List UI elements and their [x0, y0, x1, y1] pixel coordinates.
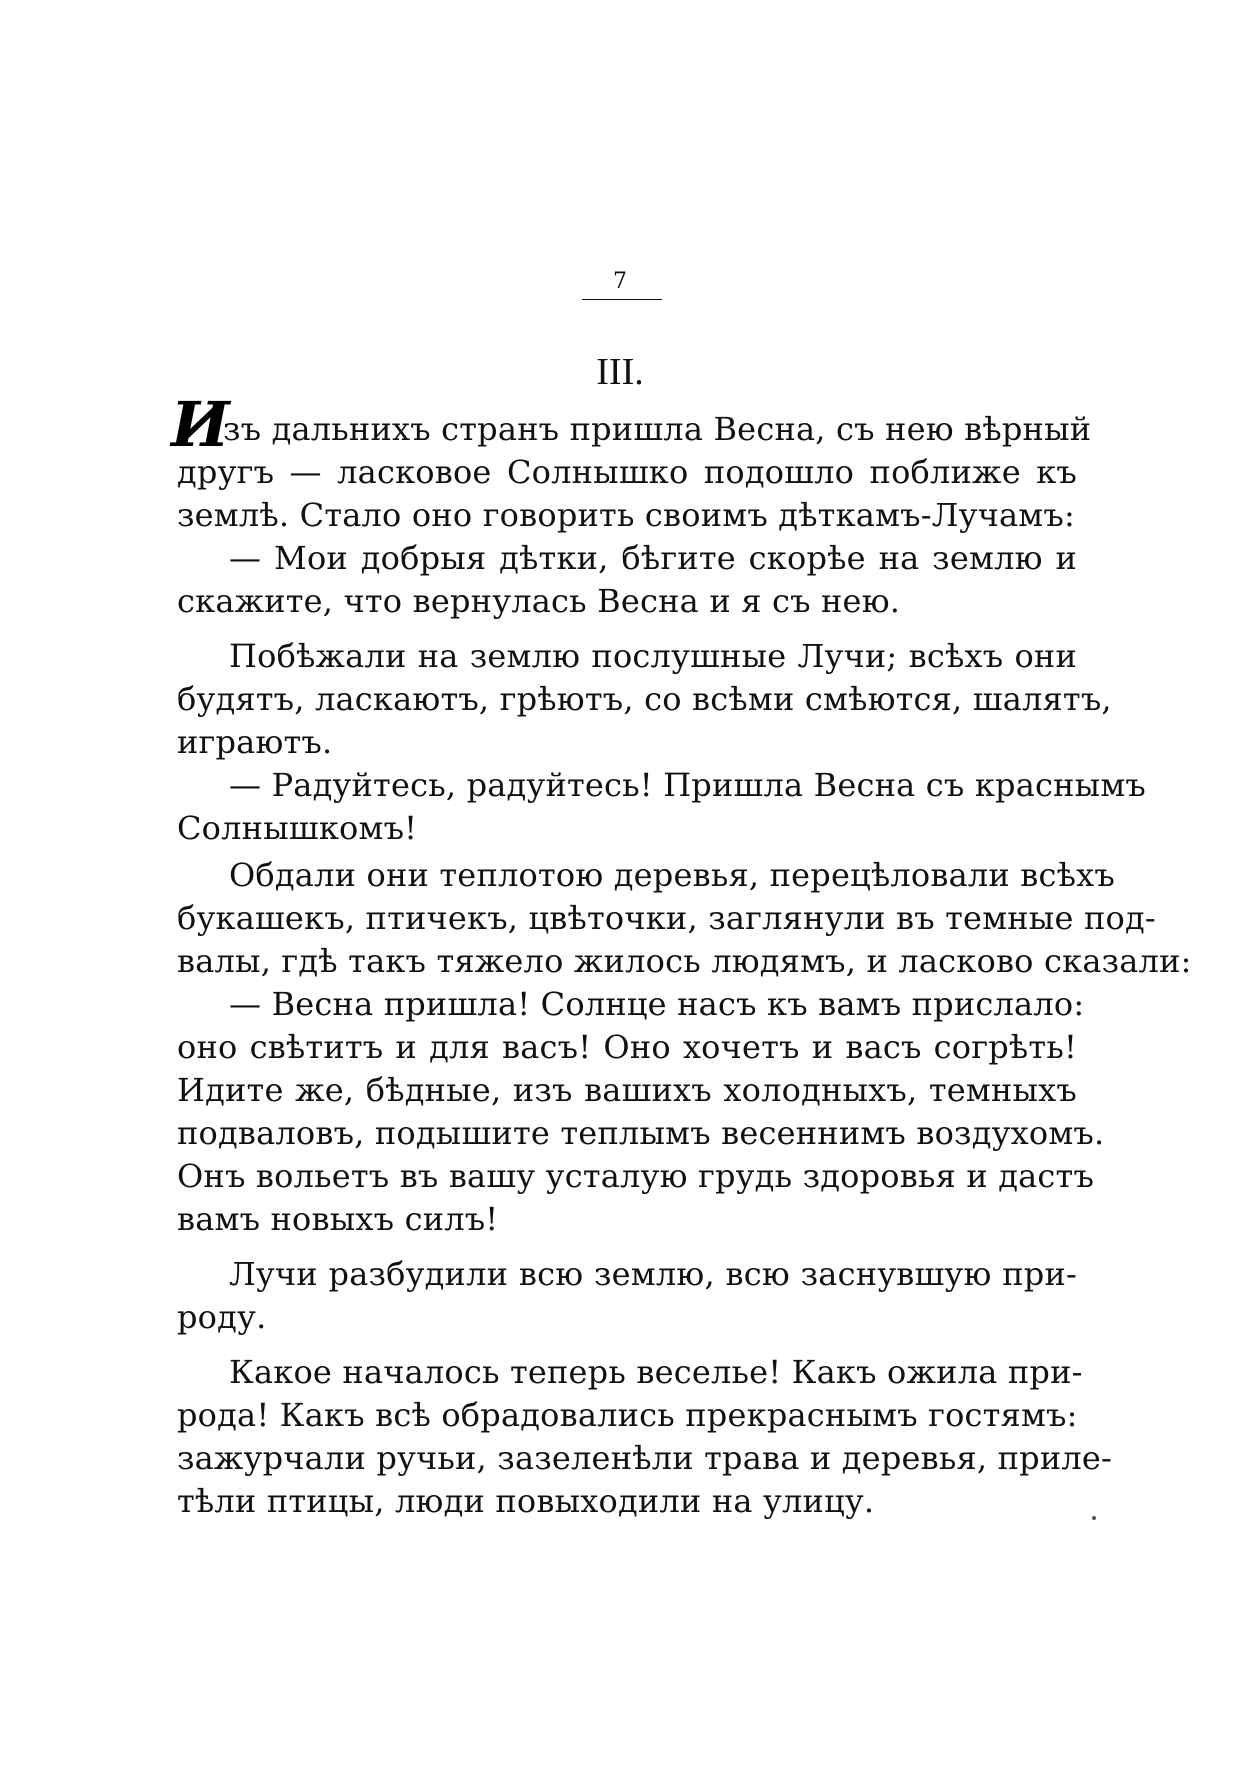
text-line-16: Идите же, бѣдные, изъ вашихъ холодныхъ, темныхъ — [177, 1071, 1077, 1109]
text-line-13: валы, гдѣ такъ тяжело жилось людямъ, и ласково сказали: — [177, 942, 1192, 980]
text-line-23: рода! Какъ всѣ обрадовались прекраснымъ гостямъ: — [177, 1396, 1078, 1434]
text-line-1 — [171, 388, 1092, 461]
text-line-5: скажите, что вернулась Весна и я съ нею. — [177, 582, 901, 620]
text-line-9: — Радуйтесь, радуйтесь! Пришла Весна съ краснымъ — [229, 766, 1146, 804]
text-line-6: Побѣжали на землю послушные Лучи; всѣхъ они — [229, 637, 1077, 675]
text-line-15: оно свѣтитъ и для васъ! Оно хочетъ и васъ согрѣть! — [177, 1028, 1077, 1066]
text-line-25: тѣли птицы, люди повыходили на улицу. — [177, 1482, 875, 1520]
text-line-14: — Весна пришла! Солнце насъ къ вамъ прислало: — [229, 985, 1085, 1023]
text-line-20: Лучи разбудили всю землю, всю заснувшую при- — [229, 1255, 1077, 1293]
page-number-rule — [582, 299, 662, 300]
scan-speck — [1092, 1516, 1096, 1520]
text-line-2: другъ — ласковое Солнышко подошло поближе къ — [177, 453, 1077, 491]
text-line-11: Обдали они теплотою деревья, перецѣловали всѣхъ — [229, 856, 1115, 894]
body-text — [171, 388, 1192, 1523]
text-line-24: зажурчали ручьи, зазеленѣли трава и деревья, приле- — [177, 1439, 1113, 1477]
text-line-17: подваловъ, подышите теплымъ весеннимъ воздухомъ. — [177, 1114, 1105, 1152]
text-line-8: играютъ. — [177, 723, 333, 761]
text-line-4: — Мои добрыя дѣтки, бѣгите скорѣе на землю и — [229, 539, 1077, 577]
text-line-12: букашекъ, птичекъ, цвѣточки, заглянули въ темные под- — [177, 899, 1156, 937]
drop-cap: И — [171, 388, 230, 461]
text-line-19: вамъ новыхъ силъ! — [177, 1200, 499, 1238]
text-line-1-content: зъ дальнихъ странъ пришла Весна, съ нею вѣрный — [223, 410, 1092, 448]
page-number: 7 — [613, 269, 627, 294]
text-line-10: Солнышкомъ! — [177, 809, 418, 847]
text-line-18: Онъ вольетъ въ вашу усталую грудь здоровья и дастъ — [177, 1157, 1095, 1195]
text-line-3: землѣ. Стало оно говорить своимъ дѣткамъ-Лучамъ: — [177, 496, 1075, 534]
chapter-heading: III. — [596, 351, 644, 393]
text-line-21: роду. — [177, 1298, 267, 1336]
text-line-22: Какое началось теперь веселье! Какъ ожила при- — [229, 1353, 1083, 1391]
text-line-7: будятъ, ласкаютъ, грѣютъ, со всѣми смѣются, шалятъ, — [177, 680, 1112, 718]
